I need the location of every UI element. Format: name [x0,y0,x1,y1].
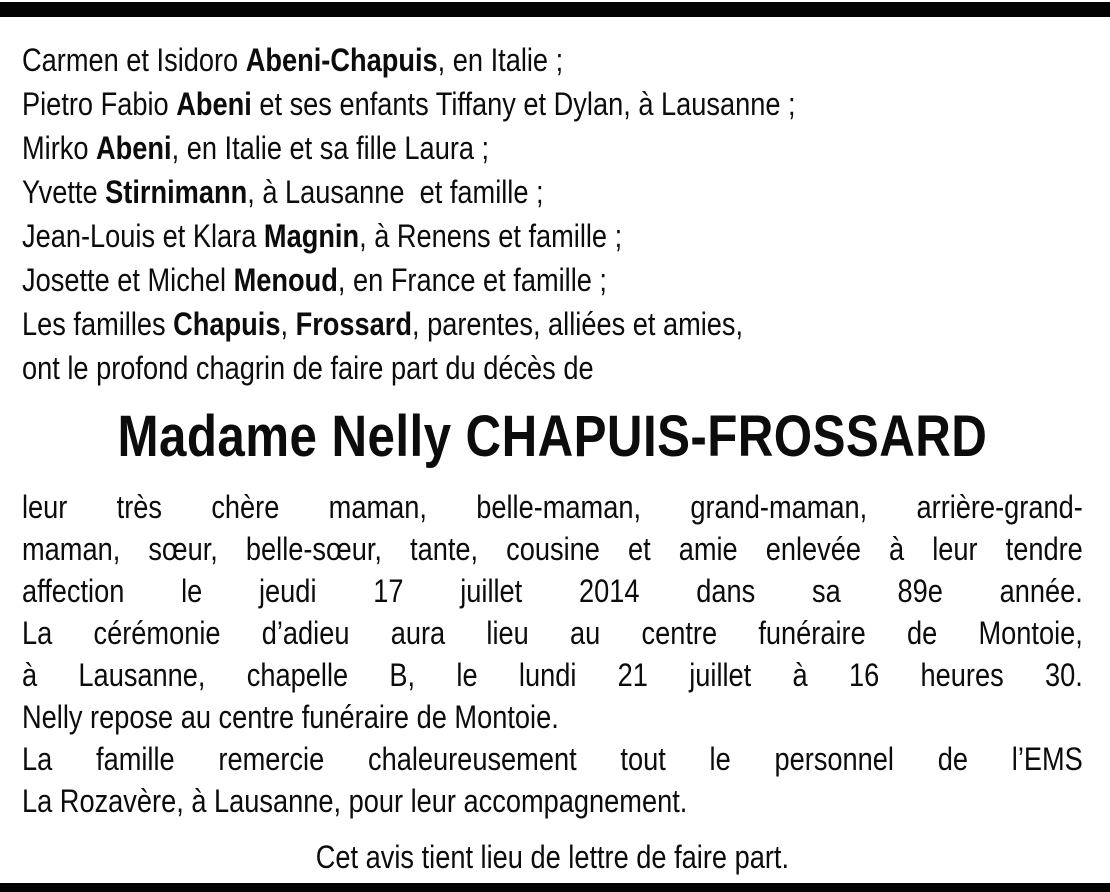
names-text: , en Italie ; [437,42,564,78]
notice-content [22,38,1083,878]
body-block [22,486,1083,822]
names-text: Les familles [22,306,174,342]
names-text: , en Italie et sa fille Laura ; [171,130,490,166]
names-line [22,346,1083,390]
names-text: Jean-Louis et Klara [22,218,264,254]
body-line: Nelly repose au centre funéraire de Montoie. [22,699,559,735]
bottom-rule [0,883,1110,892]
family-name-bold: Chapuis [173,306,281,342]
names-text: et ses enfants Tiffany et Dylan, à Lausanne ; [251,86,796,122]
names-text: Josette et Michel [22,262,234,298]
family-name-bold: Abeni [176,86,252,122]
names-text: , en France et famille ; [337,262,607,298]
names-text: , à Renens et famille ; [359,218,623,254]
names-text: , parentes, alliées et amies, [411,306,744,342]
body-line: La cérémonie d’adieu aura lieu au centre funéraire de Montoie, [22,615,1083,651]
body-line: à Lausanne, chapelle B, le lundi 21 juillet à 16 heures 30. [22,657,1083,693]
names-text: Yvette [22,174,106,210]
names-line [22,170,1083,214]
names-text: Carmen et Isidoro [22,42,246,78]
names-line [22,38,1083,82]
body-line: La famille remercie chaleureusement tout le personnel de l’EMS [22,741,1083,777]
body-line: affection le jeudi 17 juillet 2014 dans sa 89e année. [22,573,1083,609]
names-text: , [280,306,296,342]
footer-line: Cet avis tient lieu de lettre de faire part. [315,839,790,875]
deceased-name-title: Madame Nelly CHAPUIS-FROSSARD [117,404,988,469]
body-line: maman, sœur, belle-sœur, tante, cousine et amie enlevée à leur tendre [22,531,1083,567]
family-name-bold: Stirnimann [105,174,248,210]
names-line [22,258,1083,302]
family-name-bold: Abeni-Chapuis [245,42,438,78]
family-name-bold: Frossard [295,306,412,342]
family-name-bold: Abeni [96,130,172,166]
names-text: , à Lausanne et famille ; [247,174,544,210]
names-line [22,126,1083,170]
names-line [22,82,1083,126]
body-line: La Rozavère, à Lausanne, pour leur accompagnement. [22,783,688,819]
names-line [22,302,1083,346]
names-line [22,214,1083,258]
names-text: Mirko [22,130,97,166]
names-text: Pietro Fabio [22,86,177,122]
names-text: ont le profond chagrin de faire part du décès de [22,350,594,386]
family-name-bold: Menoud [233,262,338,298]
family-name-bold: Magnin [263,218,360,254]
body-line: leur très chère maman, belle-maman, grand-maman, arrière-grand- [22,489,1083,525]
top-rule [0,2,1110,17]
names-block [22,38,1083,390]
